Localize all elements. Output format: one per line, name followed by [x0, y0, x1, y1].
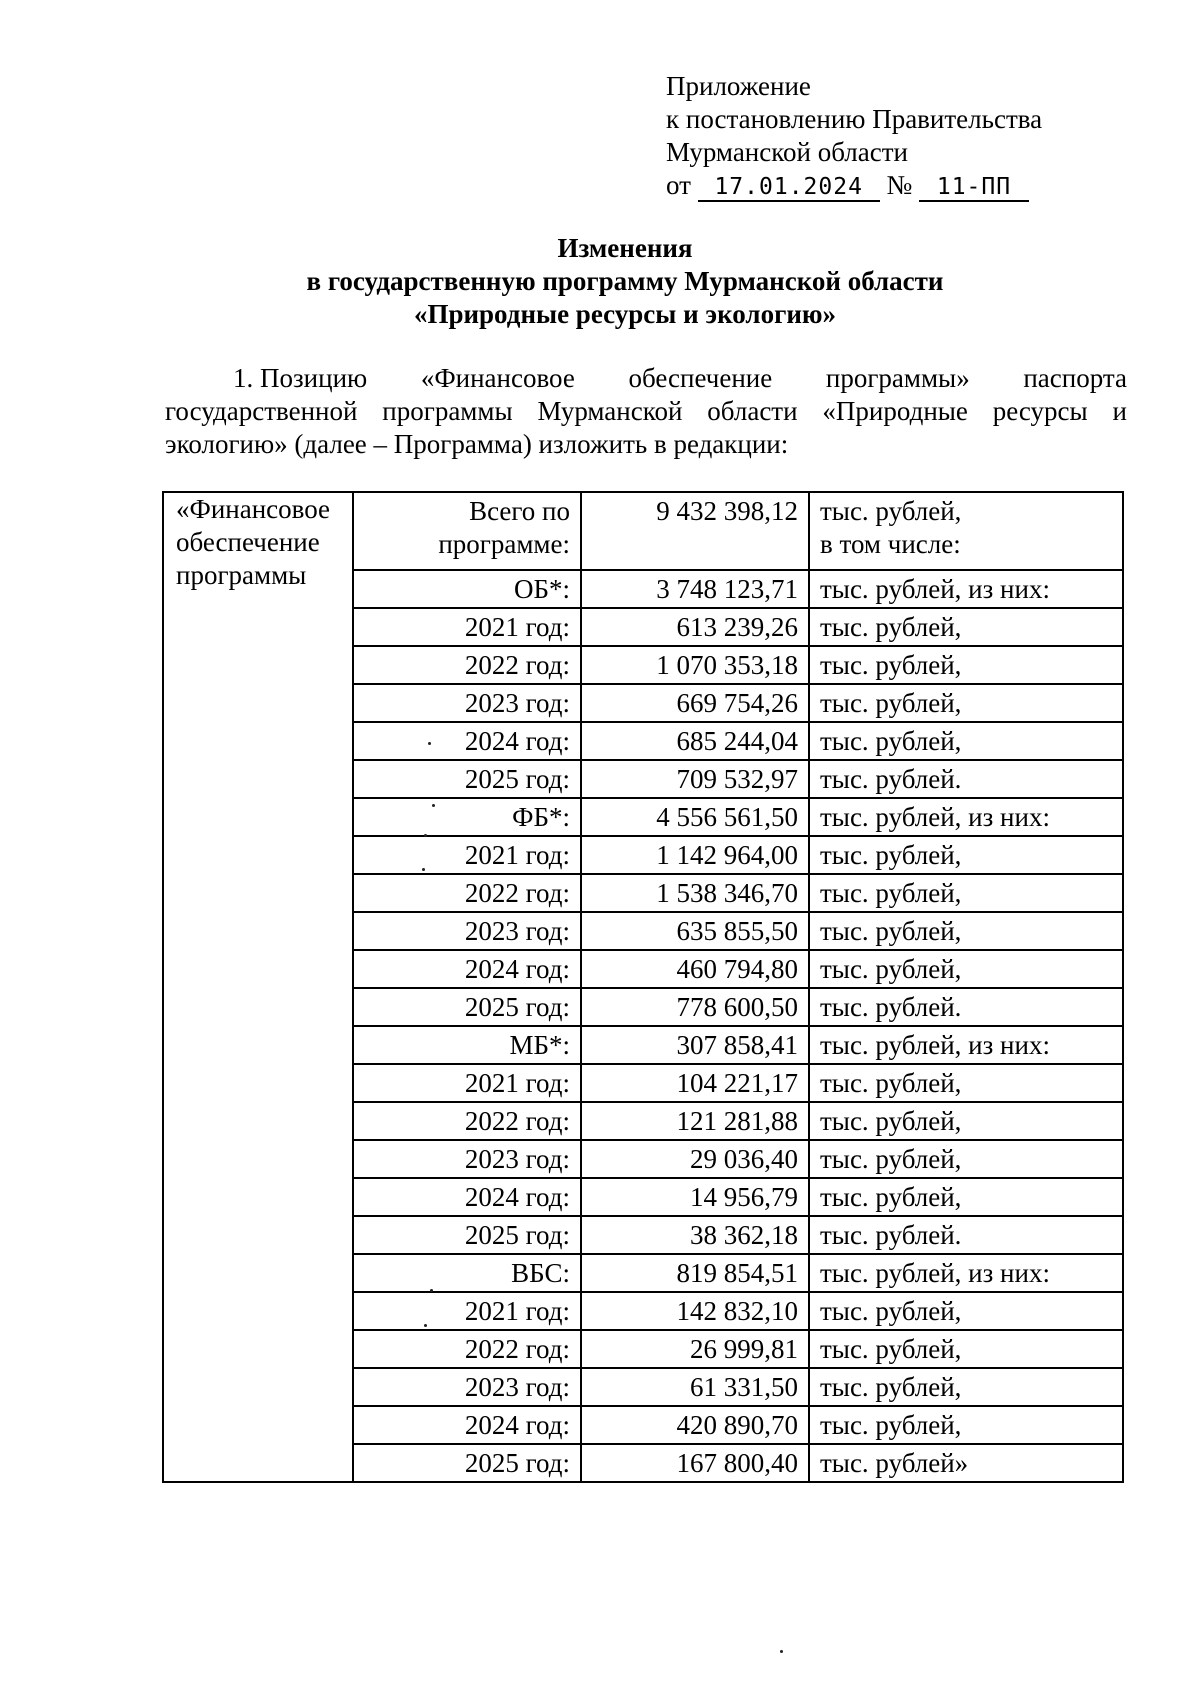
row-value-cell: 460 794,80: [581, 950, 809, 988]
appendix-line-2: к постановлению Правительства: [666, 104, 1043, 134]
row-label-cell: МБ*:: [353, 1026, 581, 1064]
scan-speck: [780, 1650, 783, 1653]
row-label-cell: 2024 год:: [353, 722, 581, 760]
row-label-cell: ФБ*:: [353, 798, 581, 836]
row-label-cell: 2022 год:: [353, 646, 581, 684]
row-unit-cell: тыс. рублей»: [809, 1444, 1123, 1482]
row-value-cell: 1 070 353,18: [581, 646, 809, 684]
row-value-cell: 104 221,17: [581, 1064, 809, 1102]
row-unit-cell: тыс. рублей,: [809, 874, 1123, 912]
row-unit-cell: тыс. рублей,: [809, 646, 1123, 684]
row-unit-cell: тыс. рублей,: [809, 1330, 1123, 1368]
scan-speck: [428, 742, 431, 745]
total-label-line-2: программе:: [438, 529, 570, 559]
appendix-line-3: Мурманской области: [666, 137, 908, 167]
title-line-3: «Природные ресурсы и экологию»: [413, 299, 837, 329]
paragraph-line-1: [165, 362, 1127, 395]
paragraph-word: «Природные: [822, 396, 968, 426]
row-label-cell: 2025 год:: [353, 988, 581, 1026]
appendix-block: [666, 70, 1042, 202]
row-label-cell: 2025 год:: [353, 1216, 581, 1254]
row-unit-cell: тыс. рублей,: [809, 608, 1123, 646]
row-unit-cell: тыс. рублей, из них:: [809, 1254, 1123, 1292]
row-value-cell: 307 858,41: [581, 1026, 809, 1064]
row-value-cell: 61 331,50: [581, 1368, 809, 1406]
row-unit-cell: тыс. рублей,: [809, 912, 1123, 950]
scan-speck: [430, 1289, 433, 1292]
paragraph-word: «Финансовое: [420, 363, 575, 393]
row-value-cell: 819 854,51: [581, 1254, 809, 1292]
table-row-total: [163, 492, 1123, 570]
row-unit-cell: тыс. рублей,: [809, 836, 1123, 874]
paragraph-word: обеспечение: [628, 363, 773, 393]
paragraph-word: ресурсы: [992, 396, 1088, 426]
row-label-cell: 2022 год:: [353, 1102, 581, 1140]
row-label-cell: 2023 год:: [353, 1368, 581, 1406]
row-value-cell: 420 890,70: [581, 1406, 809, 1444]
title-line-2: в государственную программу Мурманской области: [306, 266, 944, 296]
row-value-cell: 709 532,97: [581, 760, 809, 798]
row-label-cell: 2022 год:: [353, 1330, 581, 1368]
row-unit-cell: тыс. рублей.: [809, 760, 1123, 798]
row-unit-cell: тыс. рублей,: [809, 684, 1123, 722]
row-label-cell: 2021 год:: [353, 836, 581, 874]
scan-speck: [432, 804, 435, 807]
row-label-cell: 2025 год:: [353, 1444, 581, 1482]
scan-speck: [424, 1324, 427, 1327]
from-label: от: [666, 170, 691, 200]
row-label-cell: 2023 год:: [353, 684, 581, 722]
resolution-number: 11-ПП: [919, 174, 1029, 202]
title-line-1: Изменения: [557, 233, 693, 263]
row-value-cell: 14 956,79: [581, 1178, 809, 1216]
paragraph-word: государственной: [165, 396, 358, 426]
row-value-cell: 26 999,81: [581, 1330, 809, 1368]
row-unit-cell: тыс. рублей, из них:: [809, 1026, 1123, 1064]
total-unit-cell: [809, 492, 1123, 570]
total-label-line-1: Всего по: [469, 496, 570, 526]
row-unit-cell: тыс. рублей,: [809, 1178, 1123, 1216]
appendix-line-1: Приложение: [666, 71, 811, 101]
row-label-cell: 2025 год:: [353, 760, 581, 798]
row-value-cell: 685 244,04: [581, 722, 809, 760]
paragraph-word: паспорта: [1023, 363, 1127, 393]
paragraph-word: и: [1112, 396, 1127, 426]
paragraph-word: программы»: [825, 363, 970, 393]
row-value-cell: 142 832,10: [581, 1292, 809, 1330]
financing-label-cell: [163, 492, 353, 1482]
row-unit-cell: тыс. рублей,: [809, 1102, 1123, 1140]
row-label-cell: ОБ*:: [353, 570, 581, 608]
paragraph-word: области: [707, 396, 798, 426]
row-label-cell: 2022 год:: [353, 874, 581, 912]
total-value-cell: 9 432 398,12: [581, 492, 809, 570]
paragraph-word: программы: [382, 396, 513, 426]
row-unit-cell: тыс. рублей,: [809, 1368, 1123, 1406]
row-unit-cell: тыс. рублей,: [809, 1292, 1123, 1330]
row-unit-cell: тыс. рублей.: [809, 1216, 1123, 1254]
paragraph-word: Мурманской: [537, 396, 683, 426]
row-value-cell: 167 800,40: [581, 1444, 809, 1482]
paragraph-line-2: [165, 395, 1127, 428]
row-unit-cell: тыс. рублей, из них:: [809, 798, 1123, 836]
financing-label-line-1: «Финансовое: [176, 494, 331, 524]
row-unit-cell: тыс. рублей,: [809, 950, 1123, 988]
appendix-date-line: [666, 169, 1042, 202]
financing-label-line-2: обеспечение: [176, 527, 320, 557]
row-label-cell: 2021 год:: [353, 608, 581, 646]
total-unit-line-2: в том числе:: [820, 529, 961, 559]
row-label-cell: 2021 год:: [353, 1292, 581, 1330]
total-label-cell: [353, 492, 581, 570]
scan-speck: [422, 868, 425, 871]
document-title: [0, 232, 1200, 331]
row-value-cell: 121 281,88: [581, 1102, 809, 1140]
row-label-cell: 2023 год:: [353, 1140, 581, 1178]
row-value-cell: 29 036,40: [581, 1140, 809, 1178]
row-unit-cell: тыс. рублей,: [809, 1064, 1123, 1102]
row-unit-cell: тыс. рублей,: [809, 1140, 1123, 1178]
row-unit-cell: тыс. рублей,: [809, 722, 1123, 760]
row-label-cell: 2021 год:: [353, 1064, 581, 1102]
row-value-cell: 635 855,50: [581, 912, 809, 950]
resolution-date: 17.01.2024: [698, 174, 880, 202]
row-label-cell: 2024 год:: [353, 1178, 581, 1216]
body-paragraph: [165, 362, 1127, 461]
number-label: №: [886, 170, 913, 200]
scan-speck: [424, 834, 427, 837]
row-value-cell: 1 538 346,70: [581, 874, 809, 912]
paragraph-word: 1. Позицию: [233, 363, 368, 393]
row-value-cell: 1 142 964,00: [581, 836, 809, 874]
row-unit-cell: тыс. рублей, из них:: [809, 570, 1123, 608]
row-value-cell: 669 754,26: [581, 684, 809, 722]
row-unit-cell: тыс. рублей,: [809, 1406, 1123, 1444]
row-value-cell: 4 556 561,50: [581, 798, 809, 836]
paragraph-line-3: экологию» (далее – Программа) изложить в редакции:: [165, 429, 789, 459]
row-value-cell: 778 600,50: [581, 988, 809, 1026]
row-label-cell: 2023 год:: [353, 912, 581, 950]
row-value-cell: 38 362,18: [581, 1216, 809, 1254]
financing-label-line-3: программы: [176, 560, 307, 590]
row-value-cell: 613 239,26: [581, 608, 809, 646]
row-label-cell: ВБС:: [353, 1254, 581, 1292]
row-label-cell: 2024 год:: [353, 950, 581, 988]
row-unit-cell: тыс. рублей.: [809, 988, 1123, 1026]
financing-table: [162, 491, 1124, 1483]
row-value-cell: 3 748 123,71: [581, 570, 809, 608]
total-unit-line-1: тыс. рублей,: [820, 496, 962, 526]
row-label-cell: 2024 год:: [353, 1406, 581, 1444]
